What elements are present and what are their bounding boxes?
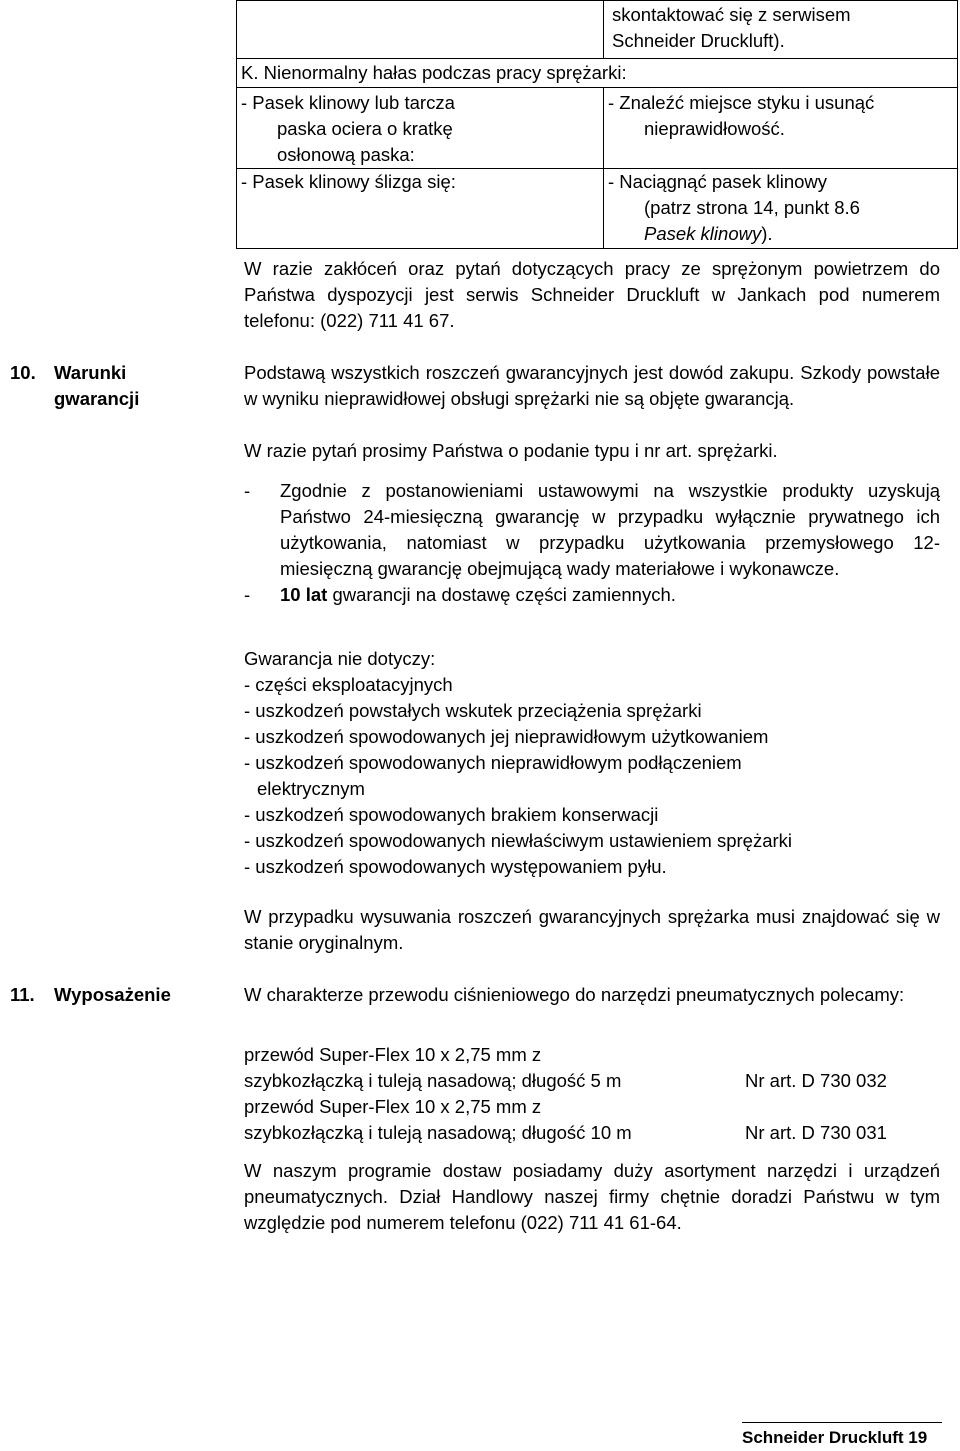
accessories-closing: W naszym programie dostaw posiadamy duży asortyment narzędzi i urządzeń pneumatycznych. Dział Handlowy naszej firmy chętnie doradzi Państwu w tym względzie pod numerem telefonu (022) 711 41 61-64.: [244, 1160, 940, 1233]
section-11-title: Wyposażenie: [54, 984, 171, 1005]
accessory-item: [244, 1042, 924, 1146]
list-item: [244, 478, 940, 582]
list-item-text: Zgodnie z postanowieniami ustawowymi na wszystkie produkty uzyskują Państwo 24-miesięczną gwarancję w przypadku wyłącznie prywatnego ich użytkowania, natomiast w przypadku użytkowania przemysłowego 12-miesięczną gwarancję obejmującą wady materiałowe i wykonawcze.: [280, 480, 940, 579]
section-10-title: [54, 360, 139, 412]
list-item: - uszkodzeń spowodowanych brakiem konserwacji: [244, 804, 659, 825]
table-cell: [237, 169, 604, 249]
section-10-number: 10.: [10, 362, 36, 383]
list-item: - uszkodzeń spowodowanych nieprawidłowym podłączeniem: [244, 752, 742, 773]
table-cell: [604, 169, 958, 249]
accessory-art-number: Nr art. D 730 031: [745, 1122, 887, 1143]
table-cell-text: nieprawidłowość.: [644, 118, 785, 139]
accessories-intro: W charakterze przewodu ciśnieniowego do narzędzi pneumatycznych polecamy:: [244, 984, 905, 1005]
closing-paren: ).: [761, 223, 773, 244]
table-cell-text: - Pasek klinowy ślizga się:: [241, 171, 456, 192]
table-cell-text: - Znaleźć miejsce styku i usunąć: [608, 92, 875, 113]
accessory-line: przewód Super-Flex 10 x 2,75 mm z: [244, 1096, 542, 1117]
accessory-line: przewód Super-Flex 10 x 2,75 mm z: [244, 1044, 542, 1065]
list-item-bold-text: 10 lat: [280, 584, 328, 605]
table-cell-text: osłonową paska:: [277, 144, 415, 165]
section-k-title: K. Nienormalny hałas podczas pracy sprężarki:: [241, 62, 627, 83]
section-10-title-line: Warunki: [54, 362, 127, 383]
table-cell-text: [608, 221, 957, 247]
list-item: - części eksploatacyjnych: [244, 674, 453, 695]
table-cell: [604, 88, 958, 169]
table-cell-text: - Naciągnąć pasek klinowy: [608, 171, 828, 192]
section-10-title-line: gwarancji: [54, 388, 140, 409]
warranty-bullet-list: [244, 478, 940, 608]
accessory-line: [244, 1068, 924, 1094]
accessory-art-number: Nr art. D 730 032: [745, 1070, 887, 1091]
table-cell: [237, 88, 604, 169]
table-cell-text: skontaktować się z serwisem: [612, 4, 851, 25]
table-cell-text: - Pasek klinowy lub tarcza: [241, 92, 455, 113]
accessory-line: [244, 1120, 924, 1146]
link-italic-text: Pasek klinowy: [644, 223, 762, 244]
table-cell-text: (patrz strona 14, punkt 8.6: [644, 197, 860, 218]
table-cell: [604, 1, 958, 59]
footer-page-label: Schneider Druckluft 19: [742, 1428, 928, 1447]
bullet-dash: -: [244, 480, 251, 501]
service-note: W razie zakłóceń oraz pytań dotyczących pracy ze sprężonym powietrzem do Państwa dyspozycji jest serwis Schneider Druckluft w Jankach pod numerem telefonu: (022) 711 41 67.: [244, 258, 940, 331]
section-k-heading: [237, 59, 958, 88]
list-item: - uszkodzeń spowodowanych jej nieprawidłowym użytkowaniem: [244, 726, 769, 747]
section-11-number: 11.: [10, 984, 35, 1005]
bullet-dash: -: [244, 584, 251, 605]
table-cell-text: Schneider Druckluft).: [612, 30, 785, 51]
list-item: - uszkodzeń spowodowanych występowaniem pyłu.: [244, 856, 667, 877]
warranty-intro-last: W razie pytań prosimy Państwa o podanie typu i nr art. sprężarki.: [244, 440, 778, 461]
table-cell-empty: [237, 1, 604, 59]
troubleshooting-table: [236, 0, 958, 249]
list-item: [244, 582, 940, 608]
list-item-text: gwarancji na dostawę części zamiennych.: [327, 584, 676, 605]
list-item: elektrycznym: [257, 778, 365, 799]
list-item: - uszkodzeń spowodowanych niewłaściwym ustawieniem sprężarki: [244, 830, 793, 851]
warranty-intro: Podstawą wszystkich roszczeń gwarancyjnych jest dowód zakupu. Szkody powstałe w wyniku nieprawidłowej obsługi sprężarki nie są objęte gwarancją.: [244, 362, 940, 409]
list-item: - uszkodzeń powstałych wskutek przeciążenia sprężarki: [244, 700, 702, 721]
accessory-desc: szybkozłączką i tuleją nasadową; długość 10 m: [244, 1122, 632, 1143]
accessory-desc: szybkozłączką i tuleją nasadową; długość 5 m: [244, 1070, 622, 1091]
exclusions-title: Gwarancja nie dotyczy:: [244, 648, 436, 669]
footer-rule: [742, 1422, 942, 1423]
warranty-closing: W przypadku wysuwania roszczeń gwarancyjnych sprężarka musi znajdować się w stanie oryginalnym.: [244, 906, 940, 953]
table-cell-text: paska ociera o kratkę: [277, 118, 453, 139]
exclusions-block: [244, 646, 792, 880]
